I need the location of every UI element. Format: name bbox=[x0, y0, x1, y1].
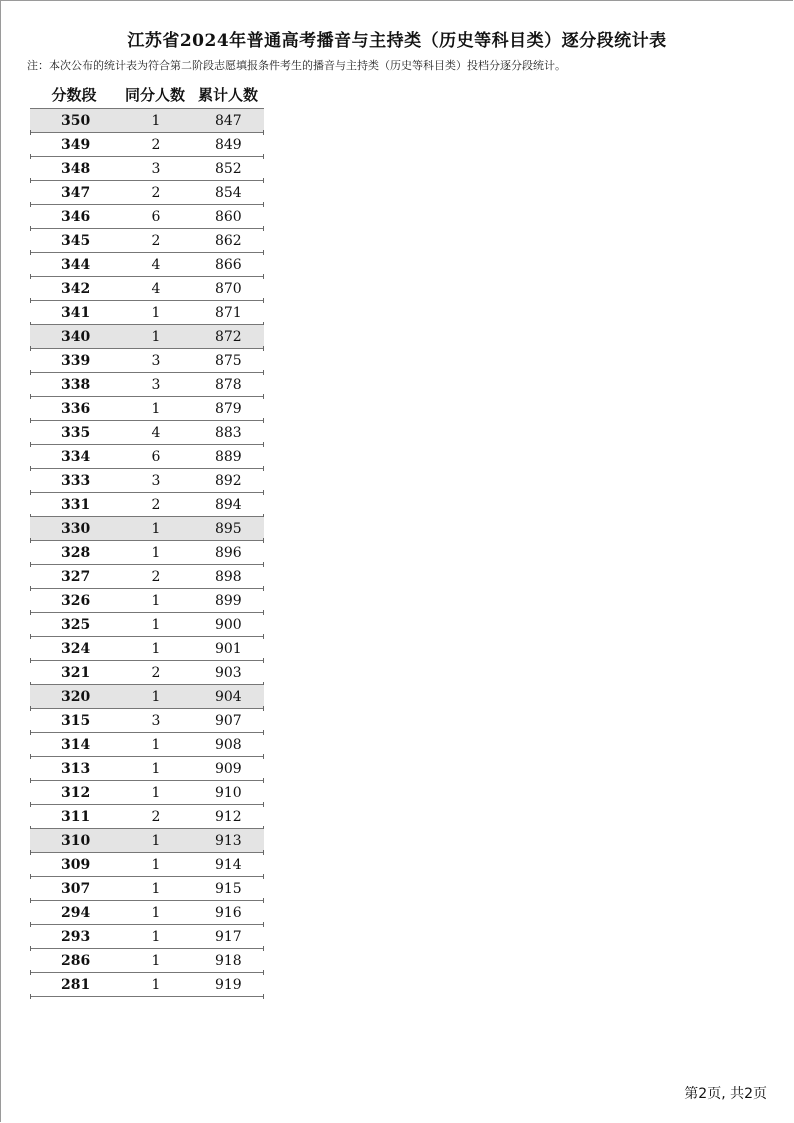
cumulative-cell: 892 bbox=[214, 472, 242, 489]
same-count-cell: 1 bbox=[151, 736, 161, 753]
score-cell: 334 bbox=[61, 448, 91, 465]
cumulative-cell: 901 bbox=[214, 640, 242, 657]
table-row bbox=[30, 637, 264, 661]
table-row bbox=[30, 469, 264, 493]
table-row bbox=[30, 853, 264, 877]
score-cell: 313 bbox=[61, 760, 91, 777]
cumulative-cell: 866 bbox=[214, 256, 242, 273]
score-cell: 344 bbox=[61, 256, 91, 273]
cumulative-cell: 910 bbox=[214, 784, 242, 801]
same-count-cell: 1 bbox=[151, 952, 161, 969]
table-row bbox=[30, 301, 264, 325]
same-count-cell: 1 bbox=[151, 880, 161, 897]
same-count-cell: 2 bbox=[151, 136, 161, 153]
table-row bbox=[30, 949, 264, 973]
table-row bbox=[30, 517, 264, 541]
same-count-cell: 2 bbox=[151, 664, 161, 681]
table-row bbox=[30, 973, 264, 997]
same-count-cell: 3 bbox=[151, 472, 161, 489]
table-row bbox=[30, 757, 264, 781]
table-row bbox=[30, 901, 264, 925]
cumulative-cell: 908 bbox=[214, 736, 242, 753]
table-row bbox=[30, 733, 264, 757]
score-cell: 312 bbox=[61, 784, 91, 801]
score-cell: 294 bbox=[61, 904, 91, 921]
table-body bbox=[30, 108, 264, 997]
table-row bbox=[30, 685, 264, 709]
cumulative-cell: 875 bbox=[214, 352, 242, 369]
cumulative-cell: 904 bbox=[214, 688, 242, 705]
score-cell: 286 bbox=[61, 952, 91, 969]
table-row bbox=[30, 661, 264, 685]
table-row bbox=[30, 229, 264, 253]
cumulative-cell: 847 bbox=[214, 112, 242, 129]
header-cumulative: 累计人数 bbox=[197, 85, 258, 104]
same-count-cell: 1 bbox=[151, 520, 161, 537]
same-count-cell: 1 bbox=[151, 328, 161, 345]
cumulative-cell: 919 bbox=[214, 976, 242, 993]
table-row bbox=[30, 445, 264, 469]
table-row bbox=[30, 373, 264, 397]
page-note: 注：本次公布的统计表为符合第二阶段志愿填报条件考生的播音与主持类（历史等科目类）投档分逐分段统计。 bbox=[27, 59, 566, 72]
score-cell: 326 bbox=[61, 592, 91, 609]
table-row bbox=[30, 157, 264, 181]
score-cell: 320 bbox=[61, 688, 91, 705]
table-row bbox=[30, 349, 264, 373]
table-row bbox=[30, 781, 264, 805]
score-cell: 335 bbox=[61, 424, 91, 441]
table-row bbox=[30, 589, 264, 613]
cumulative-cell: 879 bbox=[214, 400, 242, 417]
cumulative-cell: 903 bbox=[214, 664, 242, 681]
same-count-cell: 1 bbox=[151, 304, 161, 321]
same-count-cell: 3 bbox=[151, 712, 161, 729]
score-table bbox=[30, 80, 264, 997]
cumulative-cell: 894 bbox=[214, 496, 242, 513]
cumulative-cell: 898 bbox=[214, 568, 242, 585]
cumulative-cell: 883 bbox=[214, 424, 242, 441]
score-cell: 293 bbox=[61, 928, 91, 945]
same-count-cell: 1 bbox=[151, 832, 161, 849]
cumulative-cell: 918 bbox=[214, 952, 242, 969]
cumulative-cell: 912 bbox=[214, 808, 242, 825]
cumulative-cell: 854 bbox=[214, 184, 242, 201]
header-same-count: 同分人数 bbox=[124, 85, 185, 104]
same-count-cell: 3 bbox=[151, 376, 161, 393]
score-cell: 310 bbox=[61, 832, 91, 849]
cumulative-cell: 914 bbox=[214, 856, 242, 873]
score-cell: 348 bbox=[61, 160, 91, 177]
score-cell: 340 bbox=[61, 328, 91, 345]
score-cell: 331 bbox=[61, 496, 91, 513]
table-row bbox=[30, 541, 264, 565]
score-cell: 350 bbox=[61, 112, 91, 129]
score-cell: 307 bbox=[61, 880, 91, 897]
cumulative-cell: 872 bbox=[214, 328, 242, 345]
table-row bbox=[30, 925, 264, 949]
table-row bbox=[30, 277, 264, 301]
cumulative-cell: 915 bbox=[214, 880, 242, 897]
same-count-cell: 6 bbox=[151, 208, 161, 225]
score-cell: 333 bbox=[61, 472, 91, 489]
score-cell: 339 bbox=[61, 352, 91, 369]
cumulative-cell: 913 bbox=[214, 832, 242, 849]
cumulative-cell: 917 bbox=[214, 928, 242, 945]
same-count-cell: 4 bbox=[151, 256, 161, 273]
same-count-cell: 3 bbox=[151, 160, 161, 177]
header-score: 分数段 bbox=[51, 85, 97, 104]
same-count-cell: 3 bbox=[151, 352, 161, 369]
score-cell: 321 bbox=[61, 664, 91, 681]
cumulative-cell: 896 bbox=[214, 544, 242, 561]
same-count-cell: 6 bbox=[151, 448, 161, 465]
table-row bbox=[30, 205, 264, 229]
cumulative-cell: 916 bbox=[214, 904, 242, 921]
page-title: 江苏省2024年普通高考播音与主持类（历史等科目类）逐分段统计表 bbox=[127, 31, 667, 51]
score-cell: 346 bbox=[61, 208, 91, 225]
page-footer: 第2页, 共2页 bbox=[684, 1086, 767, 1102]
same-count-cell: 4 bbox=[151, 424, 161, 441]
cumulative-cell: 862 bbox=[214, 232, 242, 249]
same-count-cell: 1 bbox=[151, 112, 161, 129]
table-row bbox=[30, 805, 264, 829]
table-row bbox=[30, 613, 264, 637]
table-row bbox=[30, 325, 264, 349]
same-count-cell: 1 bbox=[151, 544, 161, 561]
score-cell: 325 bbox=[61, 616, 91, 633]
same-count-cell: 1 bbox=[151, 904, 161, 921]
same-count-cell: 1 bbox=[151, 640, 161, 657]
same-count-cell: 1 bbox=[151, 976, 161, 993]
score-cell: 309 bbox=[61, 856, 91, 873]
cumulative-cell: 895 bbox=[214, 520, 242, 537]
score-cell: 338 bbox=[61, 376, 91, 393]
score-cell: 336 bbox=[61, 400, 91, 417]
table-row bbox=[30, 877, 264, 901]
same-count-cell: 2 bbox=[151, 184, 161, 201]
same-count-cell: 2 bbox=[151, 496, 161, 513]
cumulative-cell: 899 bbox=[214, 592, 242, 609]
table-row bbox=[30, 133, 264, 157]
same-count-cell: 1 bbox=[151, 688, 161, 705]
cumulative-cell: 878 bbox=[214, 376, 242, 393]
table-row bbox=[30, 108, 264, 133]
score-cell: 345 bbox=[61, 232, 91, 249]
table-row bbox=[30, 421, 264, 445]
same-count-cell: 1 bbox=[151, 616, 161, 633]
score-cell: 314 bbox=[61, 736, 91, 753]
cumulative-cell: 909 bbox=[214, 760, 242, 777]
score-cell: 281 bbox=[61, 976, 91, 993]
score-cell: 327 bbox=[61, 568, 91, 585]
table-row bbox=[30, 253, 264, 277]
table-row bbox=[30, 397, 264, 421]
cumulative-cell: 870 bbox=[214, 280, 242, 297]
table-header bbox=[30, 80, 264, 108]
table-row bbox=[30, 709, 264, 733]
score-cell: 349 bbox=[61, 136, 91, 153]
same-count-cell: 2 bbox=[151, 232, 161, 249]
score-cell: 347 bbox=[61, 184, 91, 201]
cumulative-cell: 900 bbox=[214, 616, 242, 633]
cumulative-cell: 889 bbox=[214, 448, 242, 465]
cumulative-cell: 852 bbox=[214, 160, 242, 177]
same-count-cell: 1 bbox=[151, 784, 161, 801]
table-row bbox=[30, 493, 264, 517]
same-count-cell: 1 bbox=[151, 760, 161, 777]
cumulative-cell: 849 bbox=[214, 136, 242, 153]
same-count-cell: 1 bbox=[151, 400, 161, 417]
score-cell: 324 bbox=[61, 640, 91, 657]
same-count-cell: 2 bbox=[151, 568, 161, 585]
same-count-cell: 1 bbox=[151, 592, 161, 609]
score-cell: 342 bbox=[61, 280, 91, 297]
table-row bbox=[30, 829, 264, 853]
score-cell: 341 bbox=[61, 304, 91, 321]
same-count-cell: 1 bbox=[151, 928, 161, 945]
table-row bbox=[30, 181, 264, 205]
score-cell: 328 bbox=[61, 544, 91, 561]
score-cell: 311 bbox=[61, 808, 91, 825]
same-count-cell: 4 bbox=[151, 280, 161, 297]
same-count-cell: 2 bbox=[151, 808, 161, 825]
cumulative-cell: 860 bbox=[214, 208, 242, 225]
score-cell: 315 bbox=[61, 712, 91, 729]
cumulative-cell: 871 bbox=[214, 304, 242, 321]
table-row bbox=[30, 565, 264, 589]
cumulative-cell: 907 bbox=[214, 712, 242, 729]
score-cell: 330 bbox=[61, 520, 91, 537]
same-count-cell: 1 bbox=[151, 856, 161, 873]
